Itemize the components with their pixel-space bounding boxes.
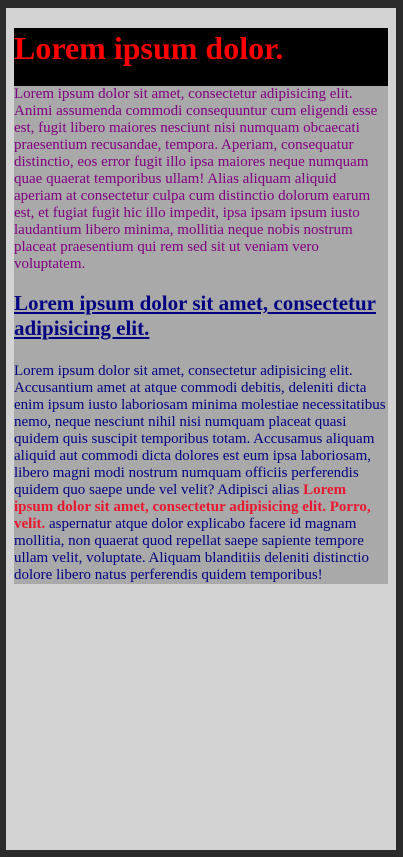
section-text-after: aspernatur atque dolor explicabo facere id magnam mollitia, non quaerat quod repellat saepe sapiente tempore ullam velit, voluptate. Aliquam blanditiis deleniti distinctio dolore libero natus perferendis quidem temporibus! [14,516,369,583]
content-block [14,28,388,584]
page-frame [6,8,396,850]
section-text-before: Lorem ipsum dolor sit amet, consectetur adipisicing elit. Accusantium amet at atque commodi debitis, deleniti dicta enim ipsum iusto laboriosam minima molestiae necessitatibus nemo, neque nesciunt nihil nisi numquam placeat quasi quidem quis suscipit temporibus totam. Accusamus aliquam aliquid aut commodi dicta dolores est eum ipsa laboriosam, libero magni modi nostrum numquam officiis perferendis quidem quo saepe unde vel velit? Adipisci alias [14,363,386,498]
highlighted-text: Lorem ipsum dolor sit amet, consectetur adipisicing elit. Porro, velit. [14,482,371,532]
section-paragraph [14,363,388,584]
header-bar [14,28,388,86]
section-heading: Lorem ipsum dolor sit amet, consectetur adipisicing elit. [14,291,377,340]
intro-paragraph: Lorem ipsum dolor sit amet, consectetur adipisicing elit. Animi assumenda commodi consequuntur cum eligendi esse est, fugit libero maiores nesciunt nisi numquam obcaecati praesentium recusandae, tempora. Aperiam, consequatur distinctio, eos error fugit illo ipsa maiores neque numquam quae quaerat temporibus ullam! Alias aliquam aliquid aperiam at consectetur culpa cum distinctio dolorum earum est, et fugiat fugit hic illo impedit, ipsa ipsam ipsum iusto laudantium libero minima, mollitia neque nobis nostrum placeat praesentium qui rem sed sit ut veniam vero voluptatem. [14,86,378,272]
page-title: Lorem ipsum dolor. [14,30,284,66]
